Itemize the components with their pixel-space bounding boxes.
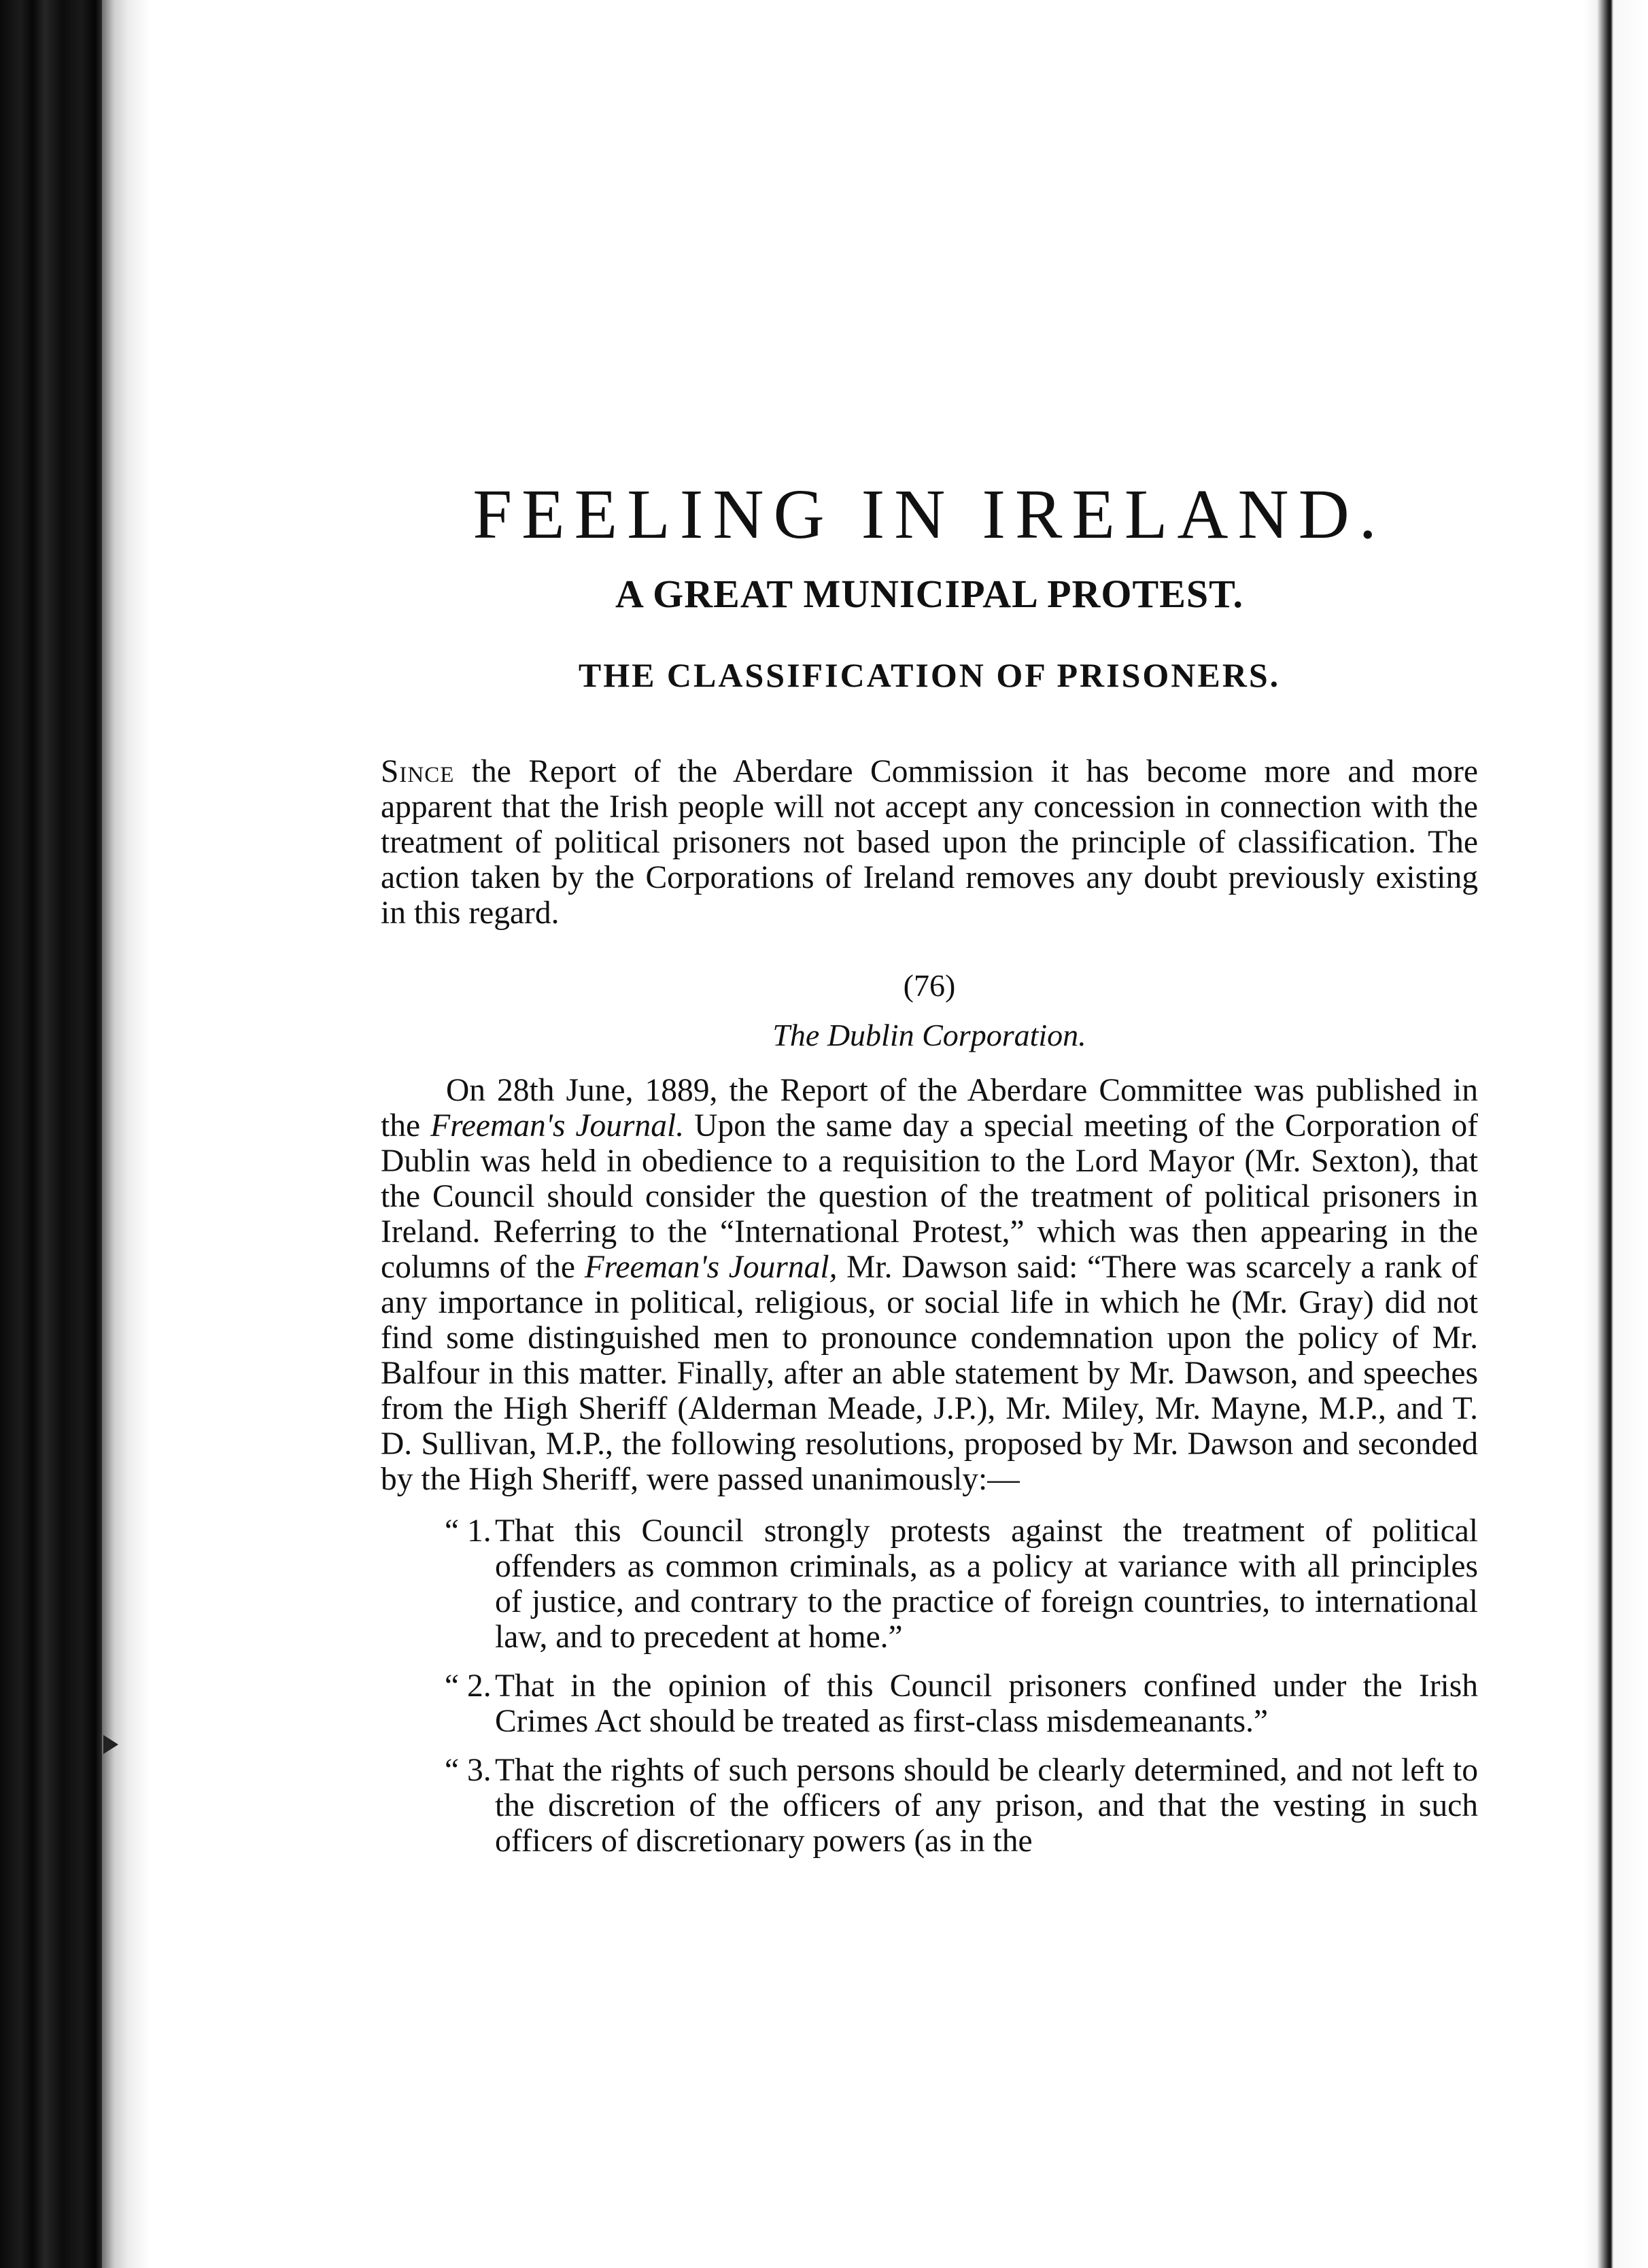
resolution-item — [381, 1753, 1478, 1859]
resolution-number: “ 2. — [445, 1668, 492, 1704]
page-gutter-shadow — [102, 0, 150, 2268]
section-title: The Dublin Corporation. — [772, 1017, 1086, 1052]
paragraph-text: Upon the same day a special meeting of the Corporation of Dublin was held in obedience to a requisition to the Lord Mayor (Mr. Sexton), that the Council should consider the question of the treatment of political prisoners in Ireland. Referring to the “International Protest,” which was then appearing in the columns of the — [381, 1108, 1478, 1286]
paragraph-text: On 28th June, 1889, the Report of the Aberdare Committee was published in the — [381, 1073, 1478, 1144]
book-binding — [0, 0, 102, 2268]
page-title: FEELING IN IRELAND. — [473, 475, 1386, 553]
resolution-number: “ 1. — [445, 1513, 492, 1549]
resolution-number: “ 3. — [445, 1753, 492, 1789]
resolution-text: That in the opinion of this Council prisoners confined under the Irish Crimes Act should be treated as first-class misdemeanants.” — [495, 1668, 1478, 1740]
resolution-item — [381, 1513, 1478, 1655]
paragraph-text: Mr. Dawson said: “There was scarcely a rank of any importance in political, religious, or social life in which he (Mr. Gray) did not find some distinguished men to pronounce condemnation upon the policy of Mr. Balfour in this matter. Finally, after an able statement by Mr. Dawson, and speeches from the High Sheriff (Alderman Meade, J.P.), Mr. Miley, Mr. Mayne, M.P., and T. D. Sullivan, M.P., the following resolutions, proposed by Mr. Dawson and seconded by the High Sheriff, were passed unanimously:— — [381, 1250, 1478, 1498]
newspaper-title: Freeman's Journal. — [430, 1108, 685, 1144]
intro-text: the Report of the Aberdare Commission it has become more and more apparent that the Irish people will not accept any concession in connection with the treatment of political prisoners not based upon the principle of classification. The action taken by the Corporations of Ireland removes any doubt previously existing in this regard. — [381, 754, 1478, 931]
resolution-item — [381, 1668, 1478, 1739]
edge-marker-icon — [103, 1735, 118, 1754]
document-number: (76) — [903, 968, 956, 1003]
resolutions-list — [381, 1513, 1478, 1859]
intro-lead-word: Since — [381, 754, 455, 790]
resolution-text: That this Council strongly protests against the treatment of political offenders as common criminals, as a policy at variance with all principles of justice, and contrary to the practice of foreign countries, to international law, and to precedent at home.” — [495, 1513, 1478, 1655]
page-right-edge — [1583, 0, 1648, 2268]
page-subtitle: A GREAT MUNICIPAL PROTEST. — [615, 572, 1244, 617]
page-subheading: THE CLASSIFICATION OF PRISONERS. — [578, 656, 1281, 695]
intro-paragraph — [381, 754, 1478, 931]
resolution-text: That the rights of such persons should be clearly determined, and not left to the discretion of the officers of any prison, and that the vesting in such officers of discretionary powers (as in the — [495, 1753, 1478, 1859]
document-page — [381, 476, 1478, 1872]
newspaper-title: Freeman's Journal, — [584, 1250, 838, 1286]
section-paragraph — [381, 1073, 1478, 1497]
